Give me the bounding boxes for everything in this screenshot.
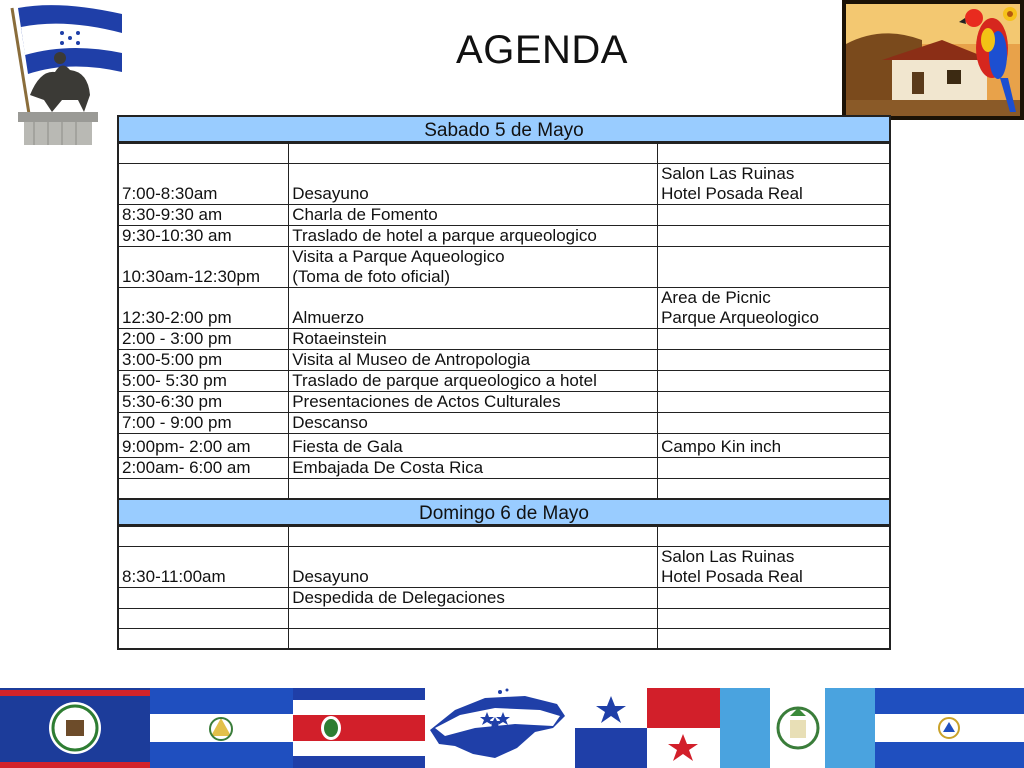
panama-flag-image [575,688,720,768]
sunday-day-heading: Domingo 6 de Mayo [118,499,890,526]
sunday-header-row [118,499,890,526]
costa-rica-flag-image [293,688,425,768]
place-cell [658,329,890,350]
time-cell: 3:00-5:00 pm [118,350,289,371]
time-cell [118,629,289,650]
place-cell [658,371,890,392]
place-cell [658,392,890,413]
activity-cell: Traslado de hotel a parque arqueologico [289,226,658,247]
table-row [118,288,890,329]
place-cell [658,143,890,164]
time-cell: 5:00- 5:30 pm [118,371,289,392]
place-cell [658,226,890,247]
table-row [118,350,890,371]
saturday-header-row [118,116,890,143]
table-row [118,479,890,500]
table-row [118,413,890,434]
activity-cell: Embajada De Costa Rica [289,458,658,479]
activity-cell: Visita al Museo de Antropologia [289,350,658,371]
time-cell: 7:00 - 9:00 pm [118,413,289,434]
table-row [118,392,890,413]
place-cell [658,588,890,609]
time-cell: 9:30-10:30 am [118,226,289,247]
activity-cell: Desayuno [289,547,658,588]
time-cell [118,143,289,164]
time-cell: 5:30-6:30 pm [118,392,289,413]
saturday-day-heading: Sabado 5 de Mayo [118,116,890,143]
colonial-painting-image [842,0,1024,120]
table-row [118,609,890,629]
belize-flag-image [0,688,150,768]
activity-cell: Fiesta de Gala [289,434,658,458]
table-row [118,164,890,205]
page-title: AGENDA [456,28,628,72]
statue-flag-image [0,0,130,145]
place-cell [658,629,890,650]
activity-cell: Despedida de Delegaciones [289,588,658,609]
table-row [118,434,890,458]
place-cell: Campo Kin inch [658,434,890,458]
activity-cell: Visita a Parque Aqueologico (Toma de foto oficial) [289,247,658,288]
activity-cell [289,629,658,650]
time-cell [118,609,289,629]
activity-cell [289,143,658,164]
activity-cell: Almuerzo [289,288,658,329]
time-cell [118,588,289,609]
activity-cell: Rotaeinstein [289,329,658,350]
time-cell: 12:30-2:00 pm [118,288,289,329]
el-salvador-flag-image [150,688,293,768]
place-cell [658,350,890,371]
activity-cell [289,609,658,629]
time-cell: 7:00-8:30am [118,164,289,205]
time-cell: 8:30-11:00am [118,547,289,588]
honduras-map-flag-image [425,688,575,768]
table-row [118,588,890,609]
place-cell [658,413,890,434]
time-cell: 2:00 - 3:00 pm [118,329,289,350]
table-row [118,547,890,588]
agenda-table [117,115,891,650]
time-cell: 8:30-9:30 am [118,205,289,226]
time-cell: 2:00am- 6:00 am [118,458,289,479]
place-cell: Area de Picnic Parque Arqueologico [658,288,890,329]
table-row [118,143,890,164]
activity-cell: Traslado de parque arqueologico a hotel [289,371,658,392]
time-cell: 9:00pm- 2:00 am [118,434,289,458]
time-cell [118,479,289,500]
place-cell [658,247,890,288]
activity-cell: Presentaciones de Actos Culturales [289,392,658,413]
activity-cell [289,479,658,500]
guatemala-flag-image [720,688,875,768]
activity-cell: Charla de Fomento [289,205,658,226]
table-row [118,629,890,650]
table-row [118,371,890,392]
table-row [118,205,890,226]
place-cell [658,205,890,226]
table-row [118,329,890,350]
flags-strip [0,688,1024,768]
activity-cell: Descanso [289,413,658,434]
activity-cell: Desayuno [289,164,658,205]
place-cell: Salon Las Ruinas Hotel Posada Real [658,164,890,205]
place-cell [658,458,890,479]
time-cell [118,526,289,547]
activity-cell [289,526,658,547]
table-row [118,247,890,288]
table-row [118,458,890,479]
time-cell: 10:30am-12:30pm [118,247,289,288]
table-row [118,526,890,547]
place-cell [658,609,890,629]
table-row [118,226,890,247]
nicaragua-flag-image [875,688,1024,768]
place-cell: Salon Las Ruinas Hotel Posada Real [658,547,890,588]
place-cell [658,526,890,547]
place-cell [658,479,890,500]
